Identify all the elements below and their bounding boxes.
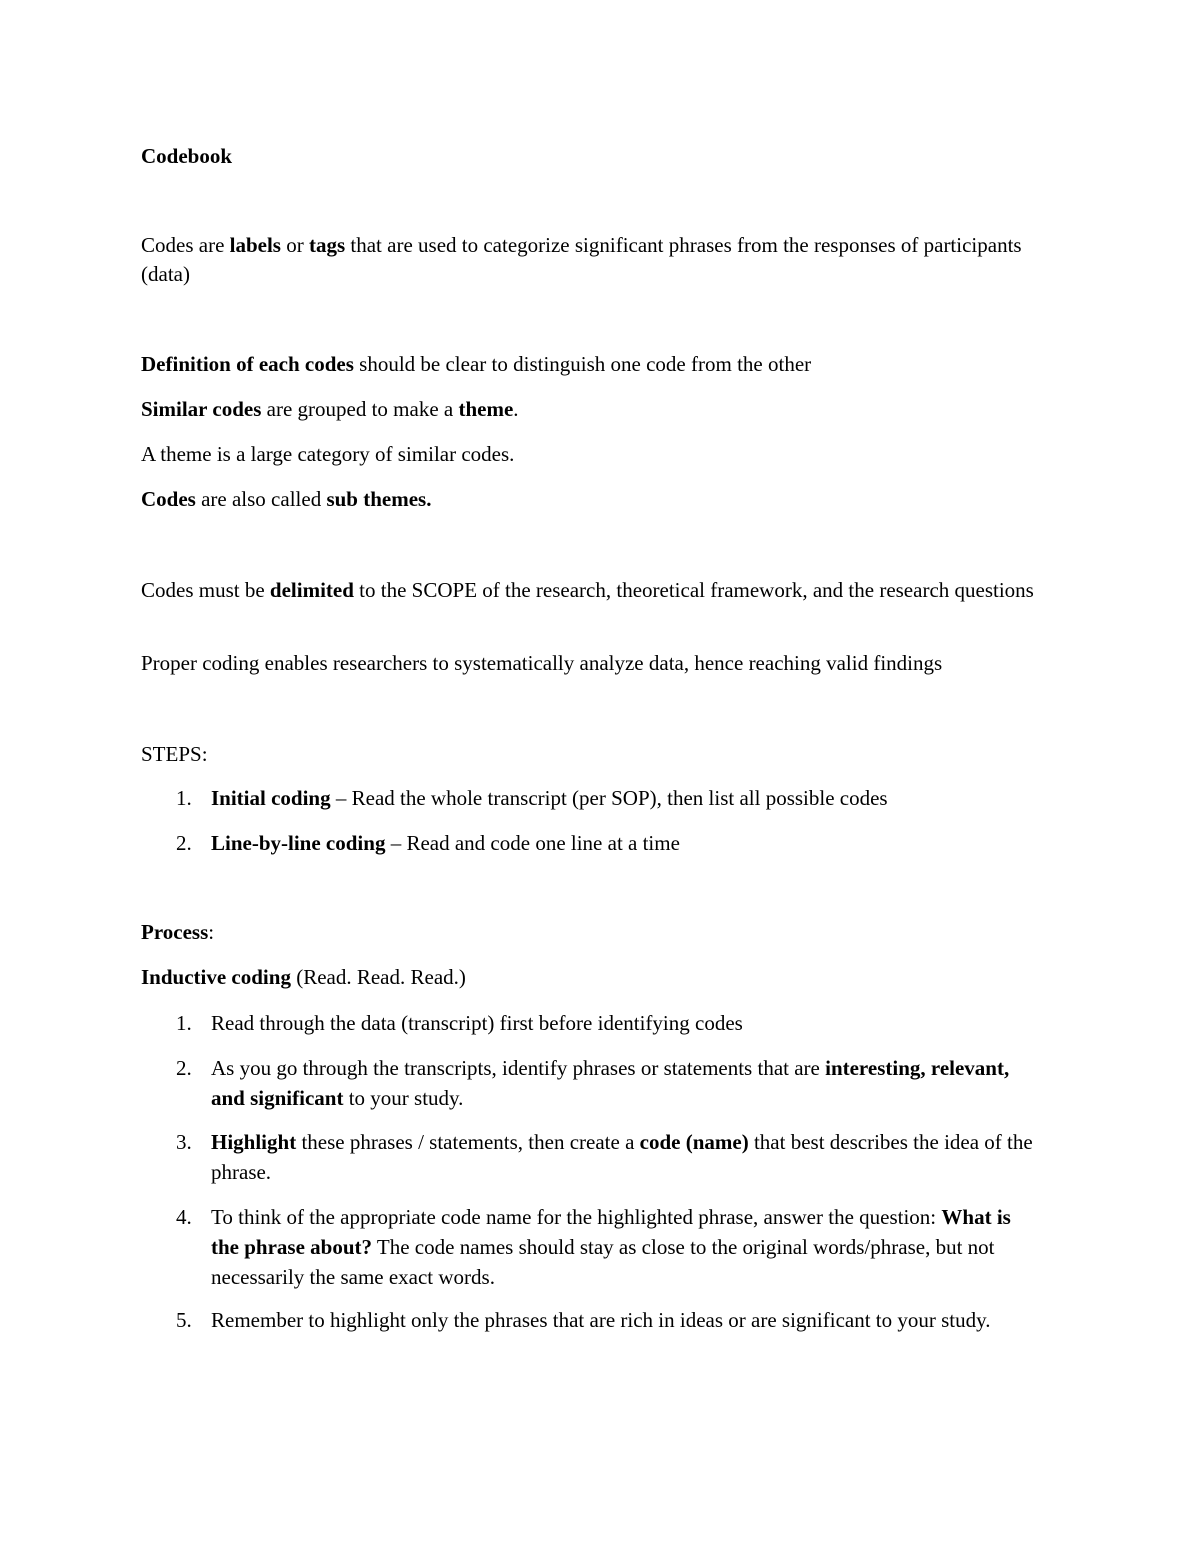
inductive-coding-heading: Inductive coding (Read. Read. Read.) [141, 965, 466, 989]
delimit-paragraph: Codes must be delimited to the SCOPE of the research, theoretical framework, and the research questions [141, 578, 1034, 602]
process-heading: Process: [141, 920, 215, 944]
intro-paragraph: Codes are labels or tags that are used to categorize significant phrases from the responses of participants (data) [141, 233, 1022, 286]
steps-heading: STEPS: [141, 742, 208, 766]
document-page: Codebook Codes are labels or tags that are used to categorize significant phrases from the responses of participants (data) Definition of each codes should be clear to distinguish one code from the other Similar codes are grouped to make a theme. A theme is a large category of similar codes. Codes are also called sub themes. Codes must be delimited to the SCOPE of the research, theoretical framework, and the research questions Proper coding enables researchers to systematically analyze data, hence reaching valid findings STEPS: 1. Initial coding – Read the whole transcript (per SOP), then list all possible codes 2. Line-by-line coding – Read and code one line at a time Process: Inductive coding (Read. Read. Read.) 1. Read through the data (transcript) first before identifying codes 2. As you go through the transcripts, identify phrases or statements that are interesting, relevant, and significant to your study. 3. Highlight these phrases / statements, then create a code (name) that best describes the idea of the phrase. 4. To think of the appropriate code name for the highlighted phrase, answer the question: What is the phrase about? The code names should stay as close to the original words/phrase, but not necessarily the same exact words. 5. Remember to highlight only the phrases that are rich in ideas or are significant to your study. [0, 0, 1200, 1553]
definition-paragraph: Definition of each codes should be clear to distinguish one code from the other [141, 352, 812, 376]
sub-themes-paragraph: Codes are also called sub themes. [141, 487, 432, 511]
proper-coding-paragraph: Proper coding enables researchers to systematically analyze data, hence reaching valid findings [141, 651, 943, 675]
theme-definition-paragraph: A theme is a large category of similar codes. [141, 442, 515, 466]
similar-codes-paragraph: Similar codes are grouped to make a theme. [141, 397, 519, 421]
page-title: Codebook [141, 144, 233, 168]
